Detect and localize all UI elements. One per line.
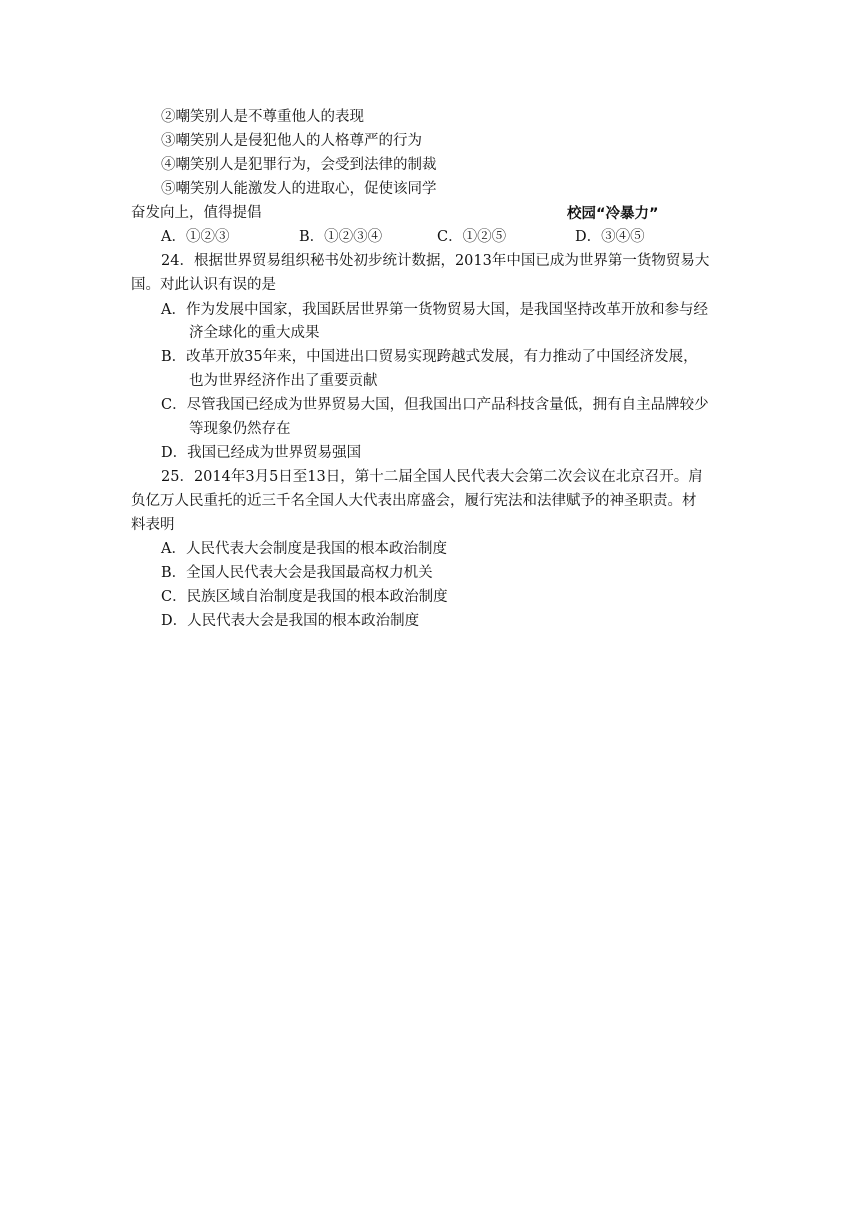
q24-option-a-line1: A．作为发展中国家，我国跃居世界第一货物贸易大国，是我国坚持改革开放和参与经 [161, 302, 708, 318]
q24-stem-line2: 国。对此认识有误的是 [131, 277, 276, 293]
image-caption: 校园“冷暴力” [567, 206, 659, 222]
q24-option-b-line2: 也为世界经济作出了重要贡献 [189, 373, 378, 389]
q25-option-c: C．民族区域自治制度是我国的根本政治制度 [161, 589, 448, 605]
q23-item-2: ②嘲笑别人是不尊重他人的表现 [161, 109, 364, 125]
q24-option-c-line2: 等现象仍然存在 [189, 421, 291, 437]
q24-option-d: D．我国已经成为世界贸易强国 [161, 445, 362, 461]
q25-option-d: D．人民代表大会是我国的根本政治制度 [161, 613, 420, 629]
q25-stem-line3: 料表明 [131, 517, 175, 533]
q24-stem-line1: 24．根据世界贸易组织秘书处初步统计数据，2013年中国已成为世界第一货物贸易大 [161, 253, 710, 269]
q23-option-c: C．①②⑤ [437, 229, 507, 245]
q23-item-4: ④嘲笑别人是犯罪行为，会受到法律的制裁 [161, 157, 437, 173]
q23-item-5: ⑤嘲笑别人能激发人的进取心，促使该同学 [161, 181, 437, 197]
q23-item-5-cont: 奋发向上，值得提倡 [131, 205, 262, 221]
q24-option-b-line1: B．改革开放35年来，中国进出口贸易实现跨越式发展，有力推动了中国经济发展， [161, 349, 698, 365]
q25-stem-line2: 负亿万人民重托的近三千名全国人大代表出席盛会，履行宪法和法律赋予的神圣职责。材 [131, 493, 697, 509]
q23-item-3: ③嘲笑别人是侵犯他人的人格尊严的行为 [161, 133, 422, 149]
q24-option-a-line2: 济全球化的重大成果 [189, 325, 320, 341]
q25-option-b: B．全国人民代表大会是我国最高权力机关 [161, 565, 433, 581]
q25-option-a: A．人民代表大会制度是我国的根本政治制度 [161, 541, 447, 557]
q24-option-c-line1: C．尽管我国已经成为世界贸易大国，但我国出口产品科技含量低，拥有自主品牌较少 [161, 397, 709, 413]
q23-option-d: D．③④⑤ [575, 229, 645, 245]
q23-option-a: A．①②③ [161, 229, 230, 245]
q25-stem-line1: 25．2014年3月5日至13日，第十二届全国人民代表大会第二次会议在北京召开。肩 [161, 469, 703, 485]
q23-option-b: B．①②③④ [299, 229, 383, 245]
